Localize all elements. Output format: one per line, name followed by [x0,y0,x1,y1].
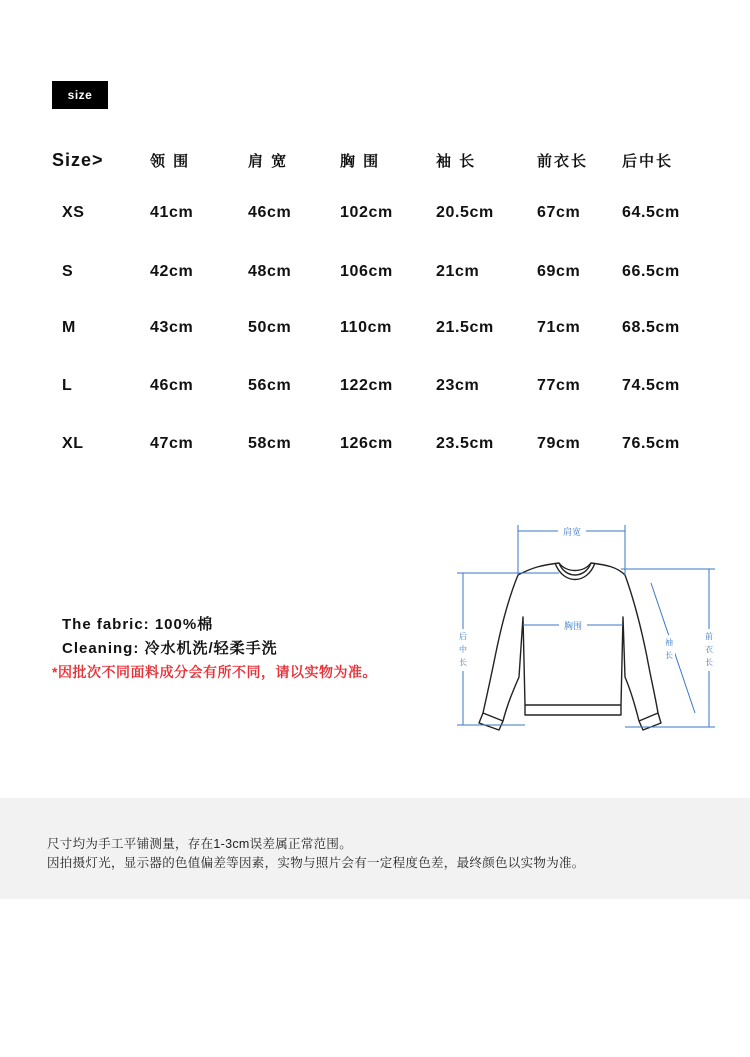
table-header-size: Size> [52,150,104,170]
table-cell: 23cm [436,377,480,394]
table-row [0,204,750,234]
table-cell: 126cm [340,435,393,452]
table-cell: 69cm [537,263,581,280]
table-cell: 42cm [150,263,194,280]
table-header-shoulder: 肩 宽 [248,153,289,170]
cleaning-info: Cleaning: 冷水机洗/轻柔手洗 [62,640,278,657]
table-cell: 102cm [340,204,393,221]
table-header-front-length: 前衣长 [537,153,589,170]
table-cell: 66.5cm [622,263,680,280]
table-cell: 47cm [150,435,194,452]
table-cell: 21.5cm [436,319,494,336]
table-cell: 56cm [248,377,292,394]
footer-disclaimer [0,798,750,899]
sleeve-label-1: 袖 [665,638,673,647]
table-cell: 74.5cm [622,377,680,394]
shoulder-label: 肩宽 [562,528,582,538]
table-cell: 46cm [248,204,292,221]
table-cell: 46cm [150,377,194,394]
table-cell: 50cm [248,319,292,336]
table-cell: 43cm [150,319,194,336]
table-cell: 23.5cm [436,435,494,452]
chest-label: 胸围 [563,622,583,632]
table-cell: 21cm [436,263,480,280]
sweatshirt-measurement-diagram [455,517,717,732]
back-length-label-1: 后 [459,632,467,641]
table-cell: 64.5cm [622,204,680,221]
table-row [0,377,750,407]
back-length-label-3: 长 [459,658,467,667]
footer-line-color: 因拍摄灯光，显示器的色值偏差等因素，实物与照片会有一定程度色差，最终颜色以实物为准。 [47,856,585,870]
table-header-back-length: 后中长 [622,153,674,170]
size-label: S [62,263,74,280]
table-row [0,435,750,465]
table-cell: 58cm [248,435,292,452]
front-length-label-1: 前 [705,632,713,641]
table-cell: 71cm [537,319,581,336]
table-cell: 77cm [537,377,581,394]
table-cell: 106cm [340,263,393,280]
size-label: XS [62,204,85,221]
sleeve-label-2: 长 [665,651,673,660]
batch-note: *因批次不同面料成分会有所不同，请以实物为准。 [52,664,377,680]
footer-line-measurement: 尺寸均为手工平铺测量，存在1-3cm误差属正常范围。 [47,837,353,851]
table-cell: 122cm [340,377,393,394]
table-header-chest: 胸 围 [340,153,381,170]
table-row [0,319,750,349]
size-label: M [62,319,76,336]
table-cell: 76.5cm [622,435,680,452]
front-length-label-3: 长 [705,658,713,667]
table-header-collar: 领 围 [150,153,191,170]
table-cell: 48cm [248,263,292,280]
table-cell: 79cm [537,435,581,452]
table-cell: 110cm [340,319,392,336]
back-length-label-2: 中 [459,645,467,654]
sweatshirt-outline-icon [479,563,661,730]
size-label: XL [62,435,84,452]
table-header-row [0,150,750,180]
fabric-info: The fabric: 100%棉 [62,616,214,633]
table-cell: 67cm [537,204,581,221]
size-tag: size [52,81,108,109]
front-length-label-2: 衣 [705,645,713,654]
table-cell: 41cm [150,204,194,221]
table-cell: 20.5cm [436,204,494,221]
table-cell: 68.5cm [622,319,680,336]
table-header-sleeve: 袖 长 [436,153,477,170]
size-label: L [62,377,73,394]
table-row [0,263,750,293]
